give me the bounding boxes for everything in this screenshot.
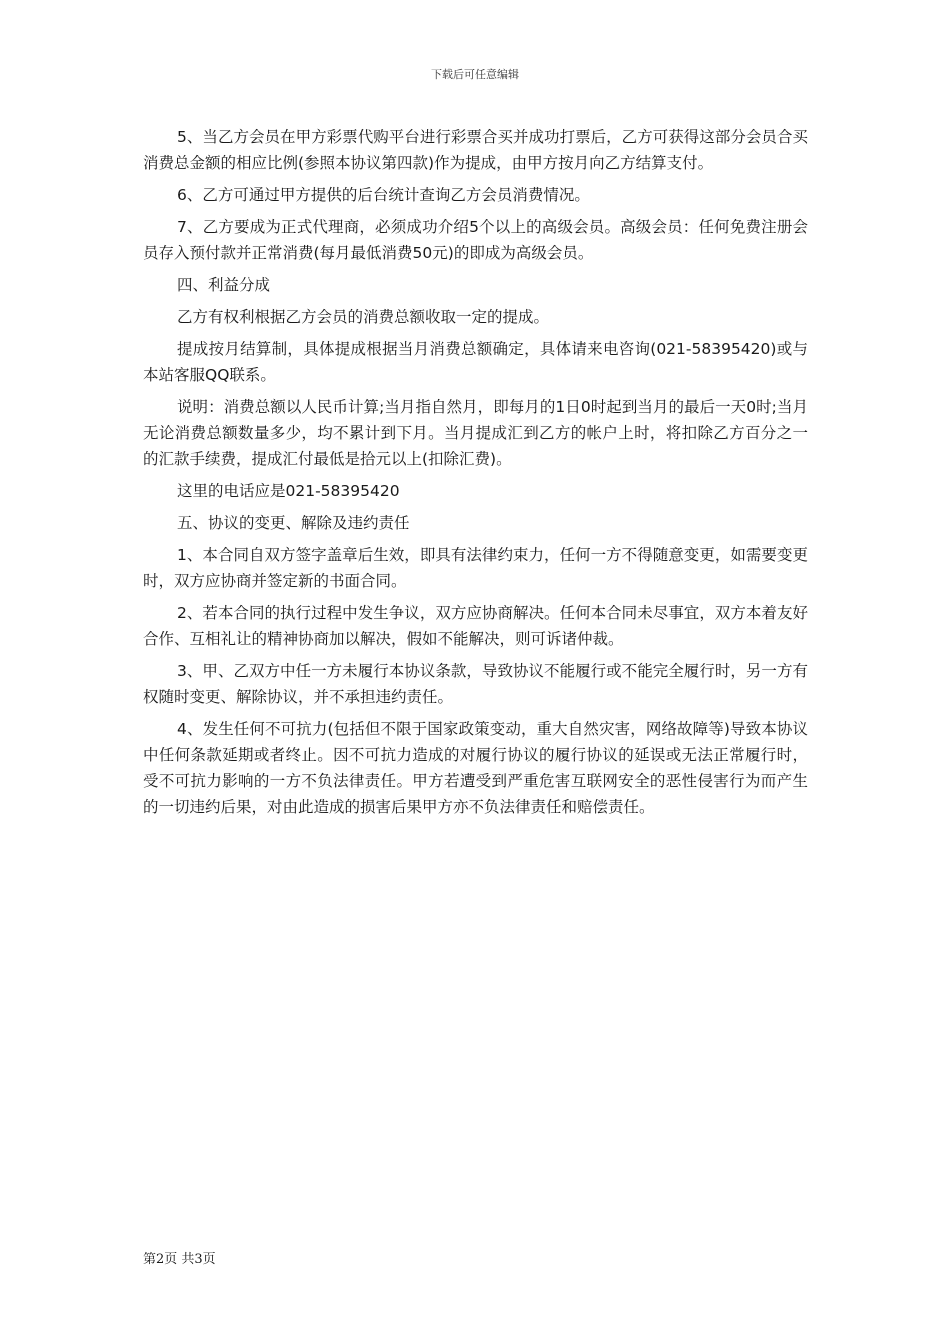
document-body bbox=[143, 124, 808, 826]
clause-3-breach: 3、甲、乙双方中任一方未履行本协议条款，导致协议不能履行或不能完全履行时，另一方有权随时变更、解除协议，并不承担违约责任。 bbox=[143, 662, 808, 706]
profit-sharing-settlement: 提成按月结算制，具体提成根据当月消费总额确定，具体请来电咨询(021-58395420)或与本站客服QQ联系。 bbox=[143, 340, 808, 384]
clause-5-commission: 5、当乙方会员在甲方彩票代购平台进行彩票合买并成功打票后，乙方可获得这部分会员合买消费总金额的相应比例(参照本协议第四款)作为提成，由甲方按月向乙方结算支付。 bbox=[143, 128, 808, 172]
profit-sharing-right: 乙方有权利根据乙方会员的消费总额收取一定的提成。 bbox=[177, 308, 550, 326]
page-number: 第2页 共3页 bbox=[143, 1252, 216, 1267]
phone-note: 这里的电话应是021-58395420 bbox=[177, 482, 400, 500]
clause-2-disputes: 2、若本合同的执行过程中发生争议，双方应协商解决。任何本合同未尽事宜，双方本着友好合作、互相礼让的精神协商加以解决，假如不能解决，则可诉诸仲裁。 bbox=[143, 604, 808, 648]
page-header-note: 下载后可任意编辑 bbox=[431, 68, 519, 81]
clause-7-agent-requirement: 7、乙方要成为正式代理商，必须成功介绍5个以上的高级会员。高级会员：任何免费注册会员存入预付款并正常消费(每月最低消费50元)的即成为高级会员。 bbox=[143, 218, 808, 262]
section-heading-changes-liability: 五、协议的变更、解除及违约责任 bbox=[177, 514, 410, 532]
clause-1-effectiveness: 1、本合同自双方签字盖章后生效，即具有法律约束力，任何一方不得随意变更，如需要变更时，双方应协商并签定新的书面合同。 bbox=[143, 546, 808, 590]
clause-4-force-majeure: 4、发生任何不可抗力(包括但不限于国家政策变动，重大自然灾害，网络故障等)导致本协议中任何条款延期或者终止。因不可抗力造成的对履行协议的履行协议的延误或无法正常履行时，受不可抗力影响的一方不负法律责任。甲方若遭受到严重危害互联网安全的恶性侵害行为而产生的一切违约后果，对由此造成的损害后果甲方亦不负法律责任和赔偿责任。 bbox=[143, 720, 808, 816]
clause-6-statistics: 6、乙方可通过甲方提供的后台统计查询乙方会员消费情况。 bbox=[177, 186, 590, 204]
section-heading-profit-sharing: 四、利益分成 bbox=[177, 276, 271, 294]
profit-sharing-explanation: 说明：消费总额以人民币计算;当月指自然月，即每月的1日0时起到当月的最后一天0时;当月无论消费总额数量多少，均不累计到下月。当月提成汇到乙方的帐户上时，将扣除乙方百分之一的汇款手续费，提成汇付最低是拾元以上(扣除汇费)。 bbox=[143, 398, 808, 468]
